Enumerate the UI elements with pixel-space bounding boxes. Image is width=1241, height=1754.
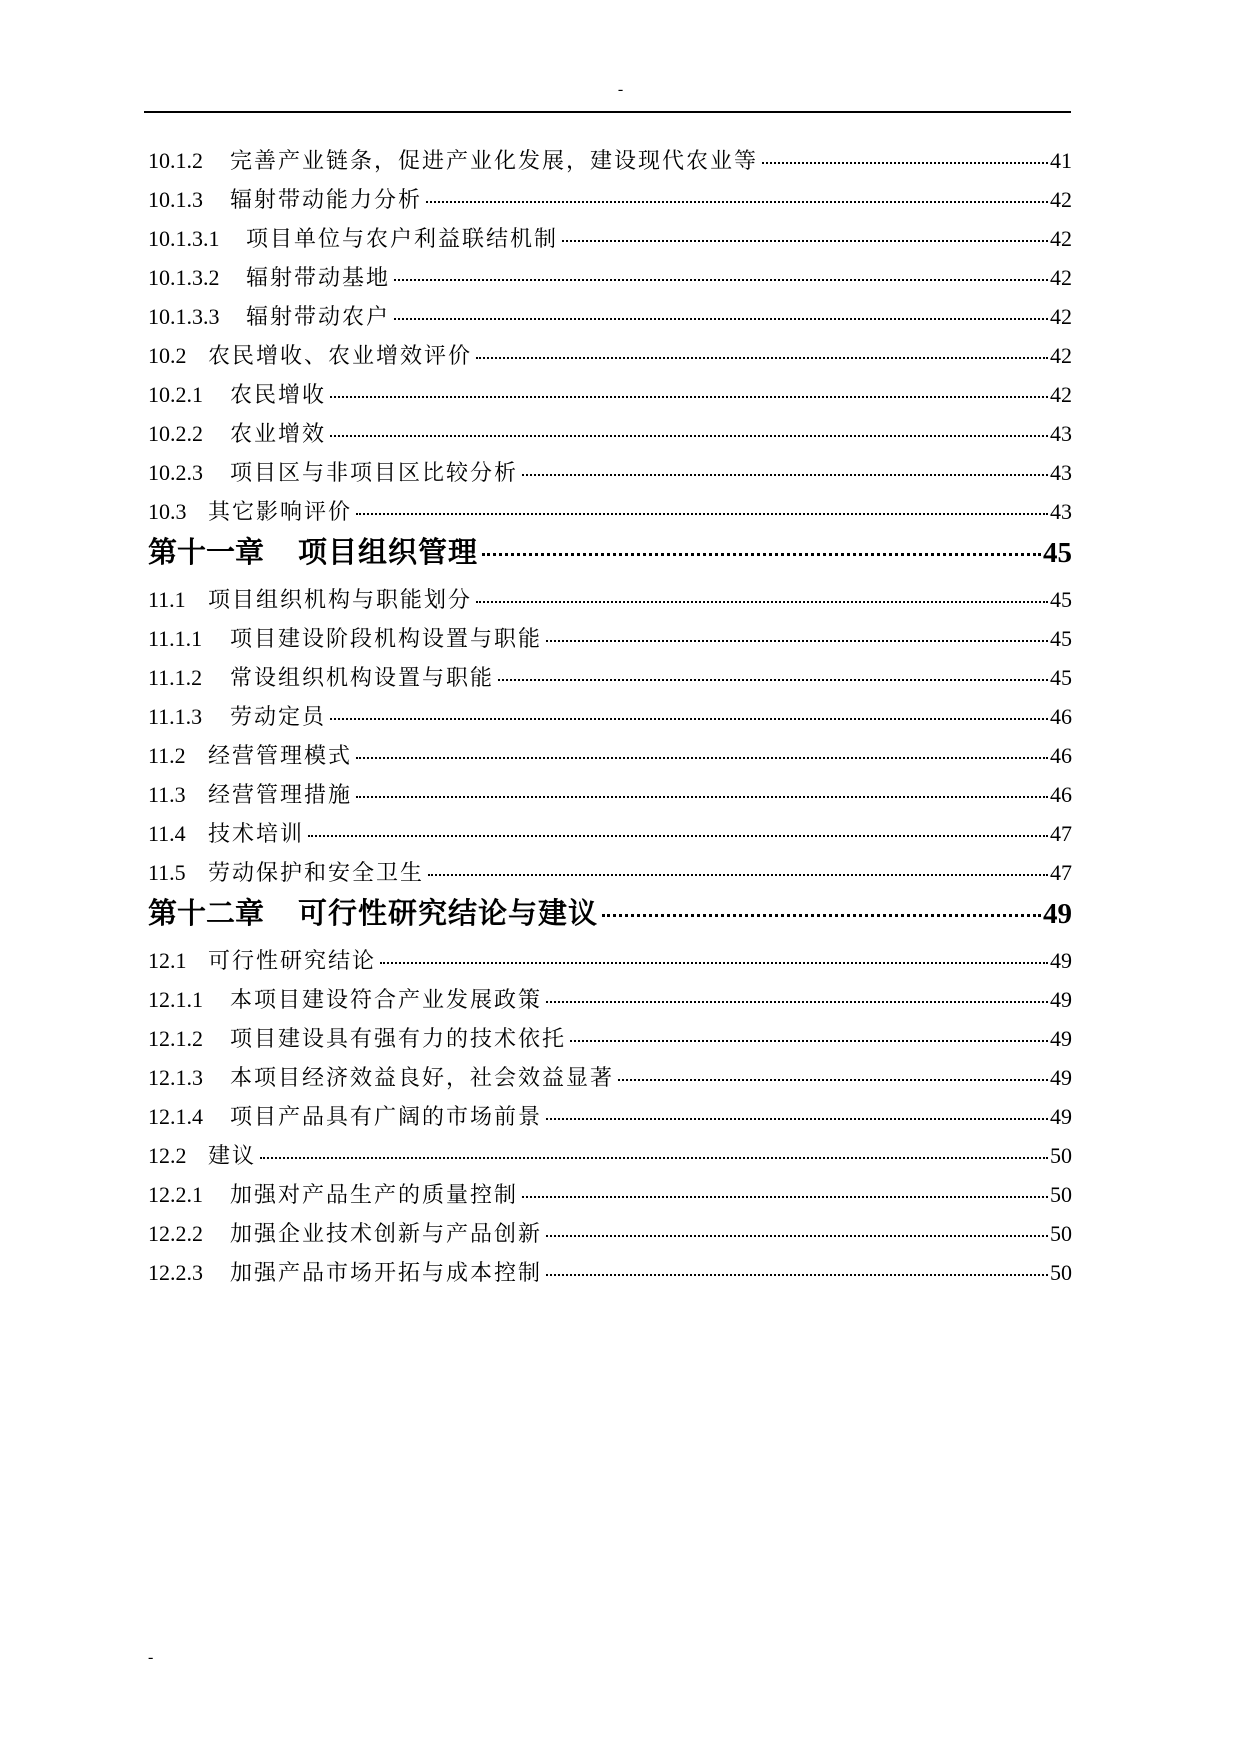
toc-entry[interactable] xyxy=(148,144,1072,188)
toc-entry-number: 10.1.3.3 xyxy=(148,304,220,329)
toc-entry-page: 42 xyxy=(1050,226,1072,251)
toc-entry-title: 经营管理措施 xyxy=(208,783,353,808)
toc-dot-leader xyxy=(356,757,1048,759)
toc-entry-page: 43 xyxy=(1050,421,1072,446)
toc-entry[interactable] xyxy=(148,661,1072,705)
toc-entry-number: 12.2 xyxy=(148,1143,187,1168)
toc-entry-page: 46 xyxy=(1050,743,1072,768)
toc-entry-number: 11.1 xyxy=(148,587,186,612)
toc-dot-leader xyxy=(356,513,1048,515)
toc-entry-number: 11.1.2 xyxy=(148,665,203,690)
toc-entry-title: 劳动定员 xyxy=(230,705,327,730)
toc-entry-number: 12.1.4 xyxy=(148,1104,203,1129)
toc-entry-title: 辐射带动能力分析 xyxy=(230,188,423,213)
toc-entry-title: 项目建设阶段机构设置与职能 xyxy=(230,627,543,652)
toc-entry-number: 11.2 xyxy=(148,743,186,768)
toc-entry-number: 11.1.1 xyxy=(148,626,203,651)
toc-entry-title: 项目产品具有广阔的市场前景 xyxy=(230,1105,543,1130)
toc-entry-title: 建议 xyxy=(208,1144,257,1169)
toc-dot-leader xyxy=(546,1001,1048,1003)
toc-entry-number: 12.1.3 xyxy=(148,1065,203,1090)
toc-dot-leader xyxy=(762,162,1048,164)
toc-entry-number: 10.1.3 xyxy=(148,187,203,212)
header-rule xyxy=(144,111,1071,113)
toc-entry-number: 11.3 xyxy=(148,782,186,807)
toc-dot-leader xyxy=(476,601,1048,603)
toc-entry-page: 42 xyxy=(1050,187,1072,212)
toc-entry-number: 12.1.1 xyxy=(148,987,203,1012)
toc-entry[interactable] xyxy=(148,817,1072,861)
toc-entry-page: 45 xyxy=(1050,626,1072,651)
page-header-mark: - xyxy=(617,81,624,98)
toc-entry-page: 42 xyxy=(1050,265,1072,290)
toc-entry[interactable] xyxy=(148,1178,1072,1222)
toc-entry-title: 完善产业链条，促进产业化发展，建设现代农业等 xyxy=(230,149,759,174)
toc-entry-title: 可行性研究结论与建议 xyxy=(298,896,599,930)
toc-dot-leader xyxy=(570,1040,1048,1042)
toc-dot-leader xyxy=(482,553,1041,556)
toc-entry-page: 49 xyxy=(1050,987,1072,1012)
toc-entry-page: 49 xyxy=(1050,1104,1072,1129)
toc-dot-leader xyxy=(546,640,1048,642)
toc-entry[interactable] xyxy=(148,944,1072,988)
toc-entry-title: 常设组织机构设置与职能 xyxy=(230,666,495,691)
toc-entry-title: 辐射带动农户 xyxy=(246,305,391,330)
toc-entry-page: 45 xyxy=(1043,537,1072,569)
toc-entry-page: 49 xyxy=(1050,1026,1072,1051)
toc-dot-leader xyxy=(522,1196,1048,1198)
toc-entry-number: 10.1.3.1 xyxy=(148,226,220,251)
toc-entry-title: 项目组织管理 xyxy=(298,535,479,569)
toc-entry-number: 12.2.2 xyxy=(148,1221,203,1246)
toc-entry-number: 10.2.2 xyxy=(148,421,203,446)
toc-dot-leader xyxy=(602,914,1041,917)
toc-entry[interactable] xyxy=(148,1139,1072,1183)
toc-entry[interactable] xyxy=(148,417,1072,461)
toc-dot-leader xyxy=(546,1118,1048,1120)
toc-entry-title: 加强对产品生产的质量控制 xyxy=(230,1183,519,1208)
toc-dot-leader xyxy=(562,240,1048,242)
toc-dot-leader xyxy=(476,357,1048,359)
toc-entry[interactable] xyxy=(148,1061,1072,1105)
toc-chapter-entry[interactable] xyxy=(148,530,1072,582)
toc-entry-number: 10.3 xyxy=(148,499,187,524)
page-footer-mark: - xyxy=(148,1649,154,1666)
toc-entry-number: 12.1 xyxy=(148,948,187,973)
toc-entry-page: 45 xyxy=(1050,665,1072,690)
toc-entry-title: 农民增收、农业增效评价 xyxy=(208,344,473,369)
toc-dot-leader xyxy=(260,1157,1048,1159)
toc-entry[interactable] xyxy=(148,1256,1072,1300)
toc-entry[interactable] xyxy=(148,700,1072,744)
toc-entry[interactable] xyxy=(148,622,1072,666)
toc-dot-leader xyxy=(498,679,1048,681)
toc-dot-leader xyxy=(308,835,1048,837)
toc-entry-title: 农民增收 xyxy=(230,383,327,408)
toc-entry[interactable] xyxy=(148,1022,1072,1066)
toc-chapter-entry[interactable] xyxy=(148,891,1072,943)
toc-entry-page: 43 xyxy=(1050,460,1072,485)
toc-dot-leader xyxy=(522,474,1048,476)
toc-entry-page: 42 xyxy=(1050,382,1072,407)
toc-entry-title: 本项目经济效益良好，社会效益显著 xyxy=(230,1066,615,1091)
toc-entry-title: 辐射带动基地 xyxy=(246,266,391,291)
toc-entry-page: 50 xyxy=(1050,1221,1072,1246)
toc-entry-page: 49 xyxy=(1043,898,1072,930)
toc-entry-page: 41 xyxy=(1050,148,1072,173)
toc-dot-leader xyxy=(546,1274,1048,1276)
toc-entry[interactable] xyxy=(148,378,1072,422)
toc-entry[interactable] xyxy=(148,778,1072,822)
toc-dot-leader xyxy=(380,962,1048,964)
toc-entry-number: 10.1.3.2 xyxy=(148,265,220,290)
toc-entry-title: 加强企业技术创新与产品创新 xyxy=(230,1222,543,1247)
toc-entry-number: 12.2.3 xyxy=(148,1260,203,1285)
toc-entry-number: 10.2.1 xyxy=(148,382,203,407)
toc-entry-number: 第十一章 xyxy=(148,535,265,569)
toc-dot-leader xyxy=(330,435,1048,437)
toc-entry[interactable] xyxy=(148,1217,1072,1261)
toc-entry[interactable] xyxy=(148,339,1072,383)
toc-entry-page: 43 xyxy=(1050,499,1072,524)
toc-entry-page: 49 xyxy=(1050,1065,1072,1090)
toc-entry-title: 加强产品市场开拓与成本控制 xyxy=(230,1261,543,1286)
toc-entry[interactable] xyxy=(148,300,1072,344)
toc-entry-page: 46 xyxy=(1050,704,1072,729)
toc-entry-page: 47 xyxy=(1050,821,1072,846)
toc-entry[interactable] xyxy=(148,983,1072,1027)
toc-dot-leader xyxy=(546,1235,1048,1237)
toc-dot-leader xyxy=(394,279,1048,281)
toc-entry[interactable] xyxy=(148,222,1072,266)
toc-dot-leader xyxy=(426,201,1048,203)
toc-entry-title: 项目区与非项目区比较分析 xyxy=(230,461,519,486)
toc-entry-title: 技术培训 xyxy=(208,822,305,847)
toc-entry-page: 42 xyxy=(1050,304,1072,329)
toc-entry-number: 第十二章 xyxy=(148,896,265,930)
toc-entry[interactable] xyxy=(148,456,1072,500)
toc-dot-leader xyxy=(394,318,1048,320)
toc-entry-page: 45 xyxy=(1050,587,1072,612)
toc-entry-title: 项目建设具有强有力的技术依托 xyxy=(230,1027,567,1052)
toc-entry-title: 可行性研究结论 xyxy=(208,949,377,974)
toc-entry[interactable] xyxy=(148,739,1072,783)
toc-entry-number: 11.5 xyxy=(148,860,186,885)
toc-entry-page: 47 xyxy=(1050,860,1072,885)
toc-entry-title: 其它影响评价 xyxy=(208,500,353,525)
toc-entry-title: 农业增效 xyxy=(230,422,327,447)
toc-entry-title: 项目组织机构与职能划分 xyxy=(208,588,473,613)
toc-entry-number: 10.2 xyxy=(148,343,187,368)
toc-entry-page: 50 xyxy=(1050,1143,1072,1168)
toc-dot-leader xyxy=(330,718,1048,720)
toc-entry-number: 10.1.2 xyxy=(148,148,203,173)
toc-entry-page: 50 xyxy=(1050,1182,1072,1207)
toc-entry-page: 46 xyxy=(1050,782,1072,807)
toc-entry-number: 11.4 xyxy=(148,821,186,846)
toc-dot-leader xyxy=(618,1079,1048,1081)
toc-entry-title: 项目单位与农户利益联结机制 xyxy=(246,227,559,252)
toc-entry[interactable] xyxy=(148,583,1072,627)
toc-entry-number: 10.2.3 xyxy=(148,460,203,485)
toc-entry-page: 50 xyxy=(1050,1260,1072,1285)
toc-dot-leader xyxy=(356,796,1048,798)
toc-entry-number: 12.2.1 xyxy=(148,1182,203,1207)
toc-entry-number: 11.1.3 xyxy=(148,704,203,729)
toc-entry-number: 12.1.2 xyxy=(148,1026,203,1051)
toc-dot-leader xyxy=(330,396,1048,398)
toc-entry[interactable] xyxy=(148,1100,1072,1144)
toc-entry-title: 经营管理模式 xyxy=(208,744,353,769)
toc-entry[interactable] xyxy=(148,183,1072,227)
toc-entry-title: 本项目建设符合产业发展政策 xyxy=(230,988,543,1013)
toc-entry-page: 49 xyxy=(1050,948,1072,973)
toc-entry-page: 42 xyxy=(1050,343,1072,368)
toc-entry-title: 劳动保护和安全卫生 xyxy=(208,861,425,886)
toc-entry[interactable] xyxy=(148,261,1072,305)
toc-dot-leader xyxy=(428,874,1048,876)
